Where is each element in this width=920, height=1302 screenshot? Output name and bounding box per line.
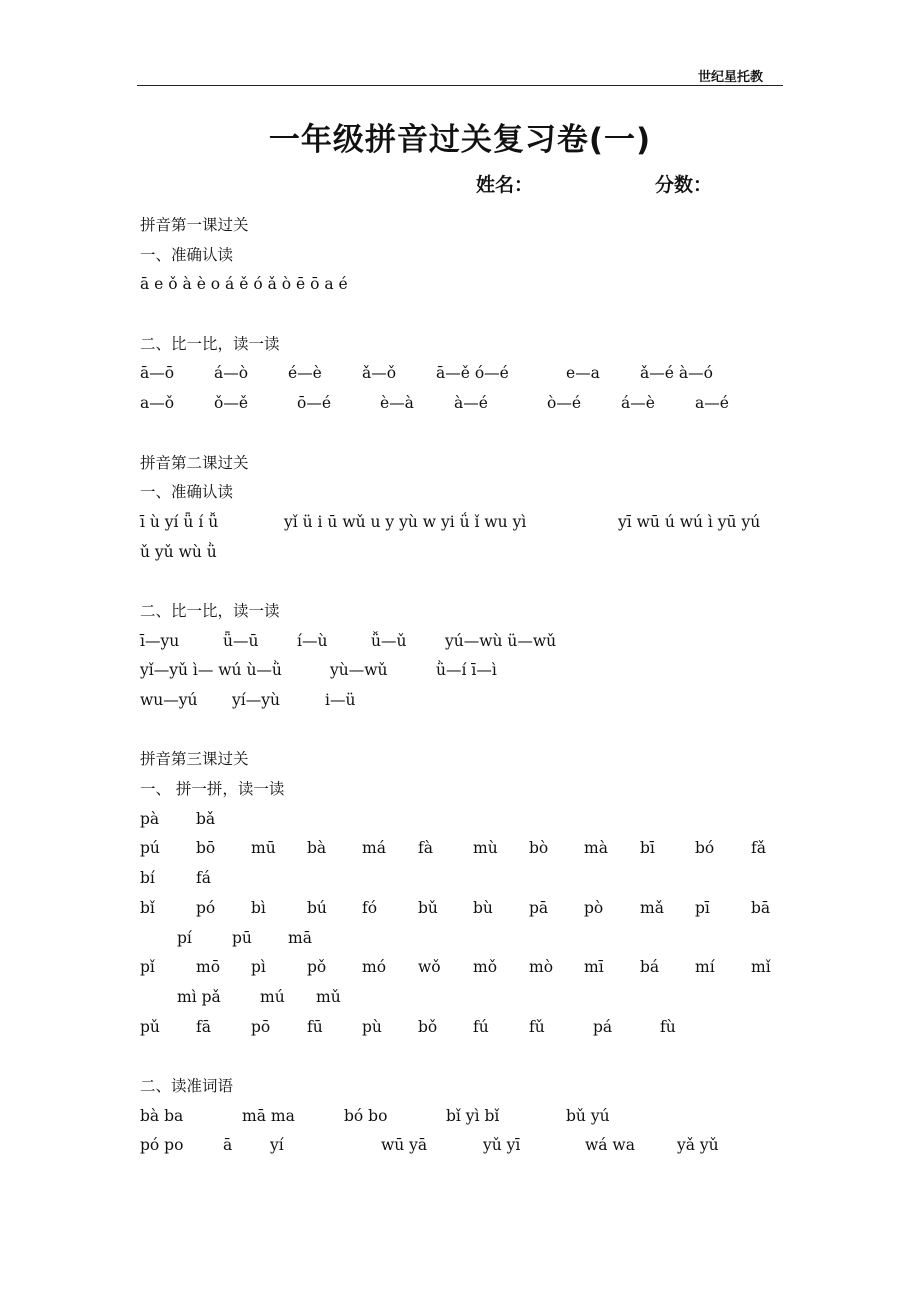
syllable: bà	[307, 839, 327, 858]
worksheet-content	[140, 211, 800, 1161]
syllable: pǐ	[140, 958, 155, 977]
pinyin-group: yī wū ú wú ì yū yú	[618, 512, 761, 531]
header-rule	[137, 85, 783, 86]
pair-item: ō—é	[297, 394, 332, 413]
word: yí	[270, 1136, 284, 1155]
lesson3-syllable-row-2	[140, 894, 800, 924]
syllable: pǔ	[140, 1017, 160, 1036]
syllable: fá	[196, 869, 211, 888]
syllable: mú	[260, 987, 285, 1006]
pair-item: á—ò	[214, 364, 249, 383]
syllable: pō	[251, 1017, 271, 1036]
lesson2-compare-row-3	[140, 686, 800, 716]
name-label: 姓名：	[476, 174, 534, 196]
pinyin-group: yǐ ü i ū wǔ u y yù w yi ǘ ǐ wu yì	[284, 512, 527, 531]
syllable: mā	[288, 928, 312, 947]
lesson3-syllable-row-3	[140, 953, 800, 983]
pair-item: e—a	[566, 364, 600, 383]
pair-item: ǒ—ě	[214, 394, 249, 413]
syllable: mò	[529, 958, 554, 977]
syllable: mǔ	[316, 987, 341, 1006]
pair-item: è—à	[380, 394, 414, 413]
syllable: mù	[473, 839, 498, 858]
lesson2-compare-row-2	[140, 656, 800, 686]
syllable: bí	[140, 869, 155, 888]
syllable: fà	[418, 839, 433, 858]
syllable: bó	[695, 839, 715, 858]
pair-item: í—ù	[297, 631, 328, 650]
lesson2-compare-row-1	[140, 627, 800, 657]
pair-item: i—ü	[325, 691, 356, 709]
syllable: bì	[251, 898, 266, 917]
pair-item: a—ǒ	[140, 394, 175, 413]
syllable: pā	[529, 898, 549, 917]
pair-item: ǖ—ū	[223, 631, 259, 650]
syllable: bá	[640, 958, 660, 977]
lesson3-syllable-row-2-cont	[140, 924, 800, 954]
syllable: mǐ	[751, 958, 771, 977]
syllable: pù	[362, 1017, 382, 1036]
pair-item: yù—wǔ	[330, 661, 388, 680]
word: mā ma	[242, 1106, 295, 1125]
word: pó po	[140, 1136, 184, 1155]
word: wá wa	[585, 1136, 635, 1155]
lesson1-section1-title: 一、准确认读	[140, 245, 234, 264]
pair-item: ǎ—ǒ	[362, 364, 397, 383]
syllable: pò	[584, 898, 604, 917]
syllable: mì pǎ	[177, 987, 221, 1006]
lesson3-syllable-row-4	[140, 1013, 800, 1043]
pair-item: ǚ—ǔ	[371, 631, 407, 650]
syllable: pí	[177, 928, 192, 947]
lesson1-compare-row-1	[140, 359, 800, 389]
lesson2-section2-title: 二、比一比，读一读	[140, 601, 280, 620]
syllable: mǒ	[473, 958, 498, 977]
score-label: 分数：	[655, 174, 713, 196]
pair-item: ò—é	[547, 394, 582, 413]
syllable: má	[362, 839, 386, 858]
header-brand: 世纪星托教	[697, 70, 763, 85]
pair-item: ī—yu	[140, 631, 180, 650]
syllable: pà	[140, 809, 160, 828]
syllable: bā	[751, 898, 771, 917]
pair-item: yǐ—yǔ ì— wú ù—ǜ	[140, 661, 282, 680]
syllable: mǎ	[640, 898, 664, 917]
syllable: mó	[362, 958, 387, 977]
lesson2-read-line-2: ǔ yǔ wù ǜ	[140, 542, 217, 561]
word: bó bo	[344, 1106, 388, 1125]
word: ā	[223, 1136, 233, 1155]
lesson1-section2-title: 二、比一比，读一读	[140, 334, 280, 353]
word: bǐ yì bǐ	[446, 1106, 500, 1125]
lesson2-section1-title: 一、准确认读	[140, 483, 234, 502]
syllable: mō	[196, 958, 221, 977]
pair-item: ǜ—í ī—ì	[436, 661, 497, 680]
syllable: mī	[584, 958, 604, 977]
word: bà ba	[140, 1106, 184, 1125]
lesson3-syllable-row-3-cont	[140, 983, 800, 1013]
syllable: fó	[362, 898, 378, 917]
lesson3-section1-title: 一、 拼一拼，读一读	[140, 780, 285, 799]
syllable: fū	[307, 1017, 323, 1036]
syllable: fù	[660, 1017, 676, 1036]
syllable: bǒ	[418, 1017, 438, 1036]
syllable: mū	[251, 839, 276, 858]
syllable: fǎ	[751, 839, 766, 858]
lesson2-read-line-1	[140, 508, 800, 538]
syllable: fú	[473, 1017, 489, 1036]
syllable: bī	[640, 839, 655, 858]
lesson3-words-row-2	[140, 1131, 800, 1161]
syllable: bò	[529, 839, 549, 858]
pair-item: ā—ě ó—é	[436, 364, 509, 383]
lesson3-syllable-row-0	[140, 805, 800, 835]
lesson3-syllable-row-1	[140, 834, 800, 864]
syllable: bǐ	[140, 898, 155, 917]
page-title: 一年级拼音过关复习卷(一)	[268, 122, 652, 158]
pinyin-group: ī ù yí ǖ í ǚ	[140, 512, 219, 531]
syllable: bō	[196, 839, 216, 858]
syllable: bǔ	[418, 898, 438, 917]
syllable: pó	[196, 898, 216, 917]
syllable: pī	[695, 898, 710, 917]
syllable: pì	[251, 958, 266, 977]
pair-item: ǎ—é à—ó	[640, 364, 713, 383]
lesson3-words-row-1	[140, 1102, 800, 1132]
lesson3-syllable-row-1-cont	[140, 864, 800, 894]
syllable: mí	[695, 958, 715, 977]
pair-item: á—è	[621, 394, 655, 413]
lesson1-section1-line: ā e ǒ à è o á ě ó ǎ ò ē ō a é	[140, 275, 348, 294]
syllable: fǔ	[529, 1017, 545, 1036]
lesson1-heading: 拼音第一课过关	[140, 216, 249, 234]
pair-item: a—é	[695, 394, 729, 413]
pair-item: yí—yù	[232, 691, 280, 709]
pair-item: à—é	[454, 394, 488, 413]
syllable: wǒ	[418, 958, 441, 977]
pair-item: yú—wù ü—wǔ	[445, 631, 557, 650]
syllable: fā	[196, 1017, 211, 1036]
word: yǔ yī	[483, 1136, 521, 1155]
syllable: pá	[593, 1017, 613, 1036]
syllable: pū	[232, 928, 252, 947]
lesson3-heading: 拼音第三课过关	[140, 750, 249, 769]
syllable: pǒ	[307, 958, 327, 977]
pair-item: ā—ō	[140, 364, 175, 383]
pair-item: é—è	[288, 364, 322, 383]
lesson1-compare-row-2	[140, 389, 800, 419]
word: wū yā	[381, 1136, 428, 1155]
word: yǎ yǔ	[677, 1136, 719, 1155]
syllable: mà	[584, 839, 608, 858]
syllable: bǎ	[196, 809, 216, 828]
word: bǔ yú	[566, 1106, 610, 1125]
lesson3-section2-title: 二、读准词语	[140, 1076, 234, 1095]
lesson2-heading: 拼音第二课过关	[140, 453, 249, 472]
syllable: bù	[473, 898, 493, 917]
syllable: bú	[307, 898, 327, 917]
syllable: pú	[140, 839, 160, 858]
pair-item: wu—yú	[140, 691, 198, 709]
